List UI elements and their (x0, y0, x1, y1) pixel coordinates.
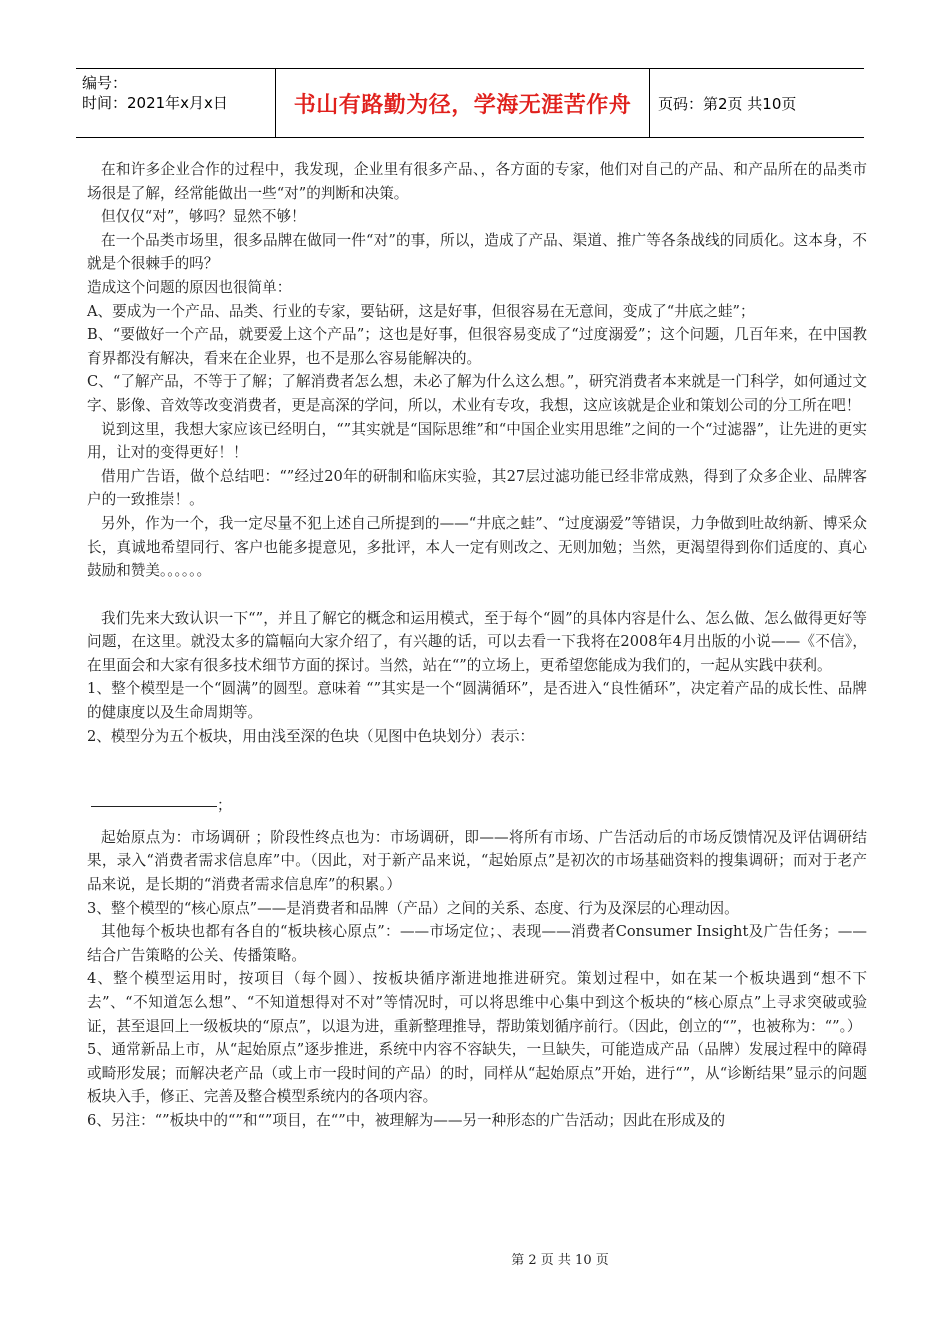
paragraph: 3、整个模型的“核心原点”——是消费者和品牌（产品）之间的关系、态度、行为及深层的心理动因。 (87, 899, 739, 917)
paragraph: 借用广告语，做个总结吧：“”经过20年的研制和临床实验，其27层过滤功能已经非常成熟，得到了众多企业、品牌客户的一致推崇！。 (87, 467, 867, 509)
header-motto-cell (276, 69, 650, 137)
paragraph: 6、另注：“”板块中的“”和“”项目，在“”中，被理解为——另一种形态的广告活动；因此在形成及的 (87, 1111, 726, 1129)
paragraph: 其他每个板块也都有各自的“板块核心原点”：——市场定位；、表现——消费者Consumer Insight及广告任务；——结合广告策略的公关、传播策略。 (87, 923, 867, 964)
spacer (87, 818, 867, 826)
paragraph: 起始原点为：市场调研 ；阶段性终点也为：市场调研，即——将所有市场、广告活动后的市场反馈情况及评估调研结果，录入“消费者需求信息库”中。（因此，对于新产品来说，“起始原点”是初次的市场基础资料的搜集调研；而对于老产品来说，是长期的“消费者需求信息库”的积累。） (87, 828, 867, 894)
page-footer: 第 2 页 共 10 页 (511, 1253, 609, 1268)
header-page-cell (650, 69, 864, 137)
motto-text: 书山有路勤为径，学海无涯苦作舟 (293, 92, 632, 118)
paragraph: 1、整个模型是一个“圆满”的圆型。意味着 “”其实是一个“圆满循环”，是否进入“良性循环”，决定着产品的成长性、品牌的健康度以及生命周期等。 (87, 680, 867, 722)
paragraph: 造成这个问题的原因也很简单： (87, 278, 292, 296)
paragraph: 在一个品类市场里，很多品牌在做同一件“对”的事，所以，造成了产品、渠道、推广等各条战线的同质化。这本身，不就是个很棘手的吗？ (87, 231, 867, 273)
header-left-cell (76, 69, 276, 137)
paragraph: 4、整个模型运用时，按项目（每个圆）、按板块循序渐进地推进研究。策划过程中，如在某一个板块遇到“想不下去”、“不知道怎么想”、“不知道想得对不对”等情况时，可以将思维中心集中到这个板块的“核心原点”上寻求突破或验证，甚至退回上一级板块的“原点”，以退为进，重新整理推导，帮助策划循序前行。（因此，创立的“”，也被称为：“”。） (87, 970, 867, 1035)
paragraph: 我们先来大致认识一下“”，并且了解它的概念和运用模式，至于每个“圆”的具体内容是什么、怎么做、怎么做得更好等问题，在这里。就没太多的篇幅向大家介绍了，有兴趣的话，可以去看一下我将在2008年4月出版的小说——《不信》，在里面会和大家有很多技术细节方面的探讨。当然，站在“”的立场上，更希望您能成为我们的，一起从实践中获利。 (87, 609, 867, 674)
underline-semicolon: ； (217, 797, 232, 815)
underline-blank (91, 794, 867, 818)
paragraph: C、“了解产品，不等于了解；了解消费者怎么想，未必了解为什么这么想。”，研究消费者本来就是一门科学，如何通过文字、影像、音效等改变消费者，更是高深的学问，所以，术业有专攻，我想，这应该就是企业和策划公司的分工所在吧！ (87, 373, 867, 414)
spacer (87, 583, 867, 607)
paragraph: 5、通常新品上市，从“起始原点”逐步推进，系统中内容不容缺失，一旦缺失，可能造成产品（品牌）发展过程中的障碍或畸形发展；而解决老产品（或上市一段时间的产品）的时，同样从“起始原点”开始，进行“”，从“诊断结果”显示的问题板块入手，修正、完善及整合模型系统内的各项内容。 (87, 1041, 867, 1106)
paragraph: B、“要做好一个产品，就要爱上这个产品”；这也是好事，但很容易变成了“过度溺爱”；这个问题，几百年来，在中国教育界都没有解决，看来在企业界，也不是那么容易能解决的。 (87, 326, 867, 367)
spacer (87, 748, 867, 794)
document-number-label: 编号： (82, 74, 128, 92)
paragraph: 在和许多企业合作的过程中，我发现，企业里有很多产品、，各方面的专家，他们对自己的产品、和产品所在的品类市场很是了解，经常能做出一些“对”的判断和决策。 (87, 161, 867, 202)
paragraph: 另外，作为一个，我一定尽量不犯上述自己所提到的——“井底之蛙”、“过度溺爱”等错误，力争做到吐故纳新、博采众长，真诚地希望同行、客户也能多提意见，多批评，本人一定有则改之、无则加勉；当然，更渴望得到你们适度的、真心鼓励和赞美。。。。。。 (87, 514, 867, 580)
document-body (87, 158, 867, 1133)
document-time-label: 时间：2021年x月x日 (82, 94, 228, 112)
paragraph: 2、模型分为五个板块，用由浅至深的色块（见图中色块划分）表示： (87, 727, 535, 745)
page-header (76, 68, 864, 138)
page-code: 页码：第2页 共10页 (658, 94, 797, 113)
paragraph: A、要成为一个产品、品类、行业的专家，要钻研，这是好事，但很容易在无意间，变成了“井底之蛙”； (87, 302, 755, 320)
underline-bar (91, 806, 217, 807)
paragraph: 但仅仅“对”，够吗？显然不够！ (101, 208, 306, 226)
paragraph: 说到这里，我想大家应该已经明白，“”其实就是“国际思维”和“中国企业实用思维”之间的一个“过滤器”，让先进的更实用，让对的变得更好！！ (87, 420, 867, 462)
